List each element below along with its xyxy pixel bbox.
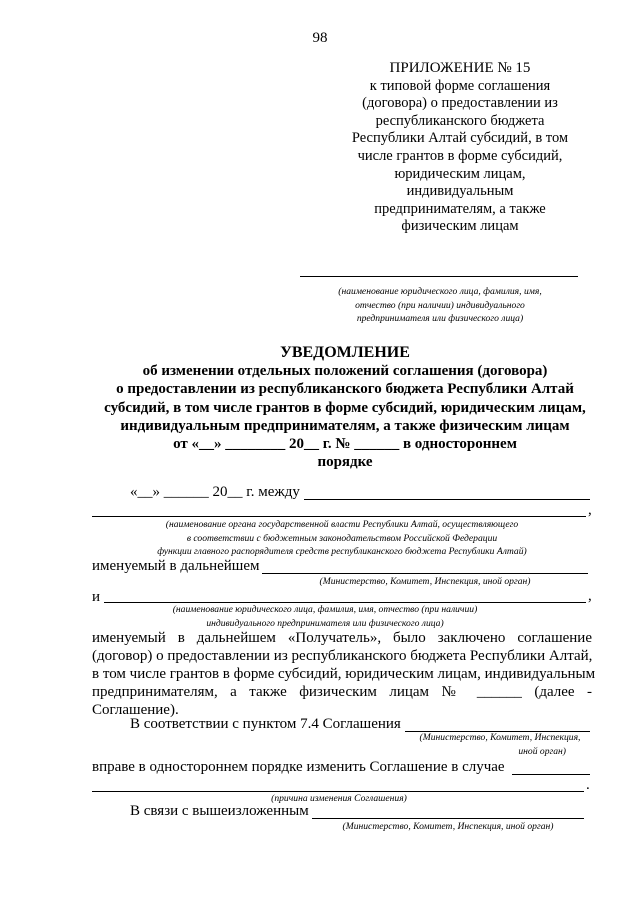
paragraph-line: в том числе грантов в форме субсидий, юридическим лицам, индивидуальным xyxy=(92,666,596,682)
named-label: именуемый в дальнейшем xyxy=(92,558,260,574)
ministry-note-3: (Министерство, Комитет, Инспекция, иной орган) xyxy=(342,821,554,832)
notice-heading xyxy=(70,344,620,471)
appendix-line: физическим лицам xyxy=(401,218,519,235)
ministry-note-2: (Министерство, Комитет, Инспекция, иной орган) xyxy=(419,732,581,757)
appendix-line: числе грантов в форме субсидий, xyxy=(357,147,563,164)
ministry-note: (Министерство, Комитет, Инспекция, иной орган) xyxy=(319,576,531,587)
heading-line: индивидуальным предпринимателям, а также физическим лицам xyxy=(120,417,570,434)
appendix-block xyxy=(340,60,580,236)
paragraph-line: В связи с вышеизложенным xyxy=(130,803,309,819)
paragraph-line: Соглашение). xyxy=(92,702,179,718)
appendix-title: ПРИЛОЖЕНИЕ № 15 xyxy=(389,60,531,76)
reason-note: (причина изменения Соглашения) xyxy=(271,793,407,804)
recipient-note-2: (наименование юридического лица, фамилия, имя, отчество (при наличии) индивидуального предпринимателя или физического лица) xyxy=(172,604,478,629)
named-field-line xyxy=(262,573,588,574)
heading-line: от «__» ________ 20__ г. № ______ в одностороннем xyxy=(173,436,517,453)
recipient-note: (наименование юридического лица, фамилия, имя, отчество (при наличии) индивидуального предпринимателя или физического лица) xyxy=(338,286,542,324)
authority-note: (наименование органа государственной власти Республики Алтай, осуществляющего в соответствии с бюджетным законодательством Российской Федерации функции главного распорядителя средств республиканского бюджета Республики Алтай) xyxy=(157,519,527,557)
paragraph-line: предпринимателям, а также физическим лицам № ______ (далее - xyxy=(92,684,592,700)
page-number: 98 xyxy=(312,30,328,46)
heading-line: порядке xyxy=(317,454,373,471)
heading-line: об изменении отдельных положений соглашения (договора) xyxy=(142,363,548,380)
appendix-line: юридическим лицам, xyxy=(394,165,526,182)
notice-title: УВЕДОМЛЕНИЕ xyxy=(280,344,410,361)
and-label: и xyxy=(92,589,101,605)
appendix-line: предпринимателям, а также xyxy=(374,200,546,217)
authority-field-line xyxy=(304,499,590,500)
period: . xyxy=(586,777,590,793)
appendix-line: республиканского бюджета xyxy=(375,112,545,129)
appendix-line: Республики Алтай субсидий, в том xyxy=(351,130,569,147)
appendix-line: индивидуальным xyxy=(406,183,514,200)
heading-line: о предоставлении из республиканского бюджета Республики Алтай xyxy=(116,381,574,398)
ministry-field-line-3 xyxy=(312,818,584,819)
comma: , xyxy=(588,502,592,518)
comma: , xyxy=(588,588,592,604)
appendix-line: к типовой форме соглашения xyxy=(369,77,551,94)
case-field-line xyxy=(512,774,590,775)
heading-line: субсидий, в том числе грантов в форме субсидий, юридическим лицам, xyxy=(104,399,586,416)
paragraph-line: В соответствии с пунктом 7.4 Соглашения xyxy=(130,716,401,732)
recipient-name-line xyxy=(300,276,578,277)
paragraph-line: именуемый в дальнейшем «Получатель», было заключено соглашение xyxy=(92,630,592,646)
paragraph-line: вправе в одностороннем порядке изменить Соглашение в случае xyxy=(92,759,505,775)
appendix-line: (договора) о предоставлении из xyxy=(362,95,558,112)
paragraph-line: (договор) о предоставлении из республиканского бюджета Республики Алтай, xyxy=(92,648,593,664)
date-line: «__» ______ 20__ г. между xyxy=(130,484,300,500)
authority-field-line-2 xyxy=(92,516,586,517)
